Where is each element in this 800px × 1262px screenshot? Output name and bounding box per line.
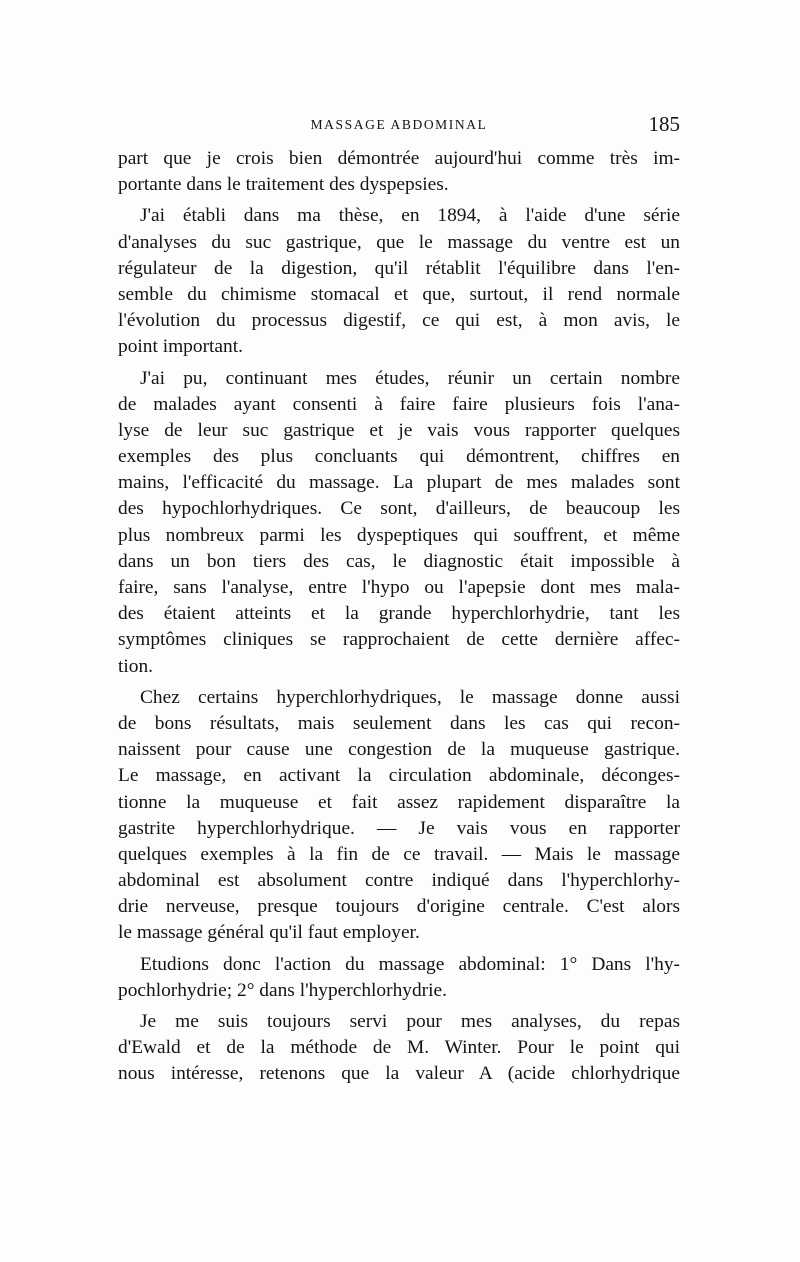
text-line: nous intéresse, retenons que la valeur A (acide chlorhydrique [118,1063,680,1085]
text-line: Je me suis toujours servi pour mes analyses, du repas [140,1011,680,1032]
text-line: J'ai pu, continuant mes études, réunir un certain nombre [140,367,680,389]
text-line: de bons résultats, mais seulement dans les cas qui recon- [118,712,680,734]
paragraph [118,685,680,947]
text-line: tionne la muqueuse et fait assez rapidement disparaître la [118,791,680,813]
text-line: point important. [118,336,243,358]
text-line: des hypochlorhydriques. Ce sont, d'ailleurs, de beaucoup les [118,498,680,520]
text-line: part que je crois bien démontrée aujourd'hui comme très im- [118,148,680,169]
text-line: abdominal est absolument contre indiqué dans l'hyperchlorhy- [118,870,680,892]
text-line: lyse de leur suc gastrique et je vais vous rapporter quelques [118,419,680,441]
running-header [118,114,680,140]
body-text [118,146,680,1088]
text-line: symptômes cliniques se rapprochaient de cette dernière affec- [118,629,680,651]
paragraph [118,366,680,680]
text-line: quelques exemples à la fin de ce travail. — Mais le massage [118,843,680,865]
paragraph [118,146,680,198]
text-line: Etudions donc l'action du massage abdominal: 1° Dans l'hy- [140,953,680,975]
text-line: Le massage, en activant la circulation abdominale, déconges- [118,765,680,787]
text-line: des étaient atteints et la grande hyperchlorhydrie, tant les [118,603,680,625]
text-line: le massage général qu'il faut employer. [118,922,420,944]
text-line: faire, sans l'analyse, entre l'hypo ou l'apepsie dont mes mala- [118,577,680,598]
text-line: semble du chimisme stomacal et que, surtout, il rend normale [118,283,680,305]
text-line: naissent pour cause une congestion de la muqueuse gastrique. [118,739,680,761]
text-line: de malades ayant consenti à faire faire plusieurs fois l'ana- [118,393,680,415]
text-line: Chez certains hyperchlorhydriques, le massage donne aussi [140,686,680,708]
text-line: portante dans le traitement des dyspepsies. [118,174,449,196]
text-line: gastrite hyperchlorhydrique. — Je vais vous en rapporter [118,817,680,839]
text-line: exemples des plus concluants qui démontrent, chiffres en [118,446,680,468]
text-line: tion. [118,655,154,677]
text-line: mains, l'efficacité du massage. La plupart de mes malades sont [118,472,680,494]
text-line: d'analyses du suc gastrique, que le massage du ventre est un [118,231,680,253]
paragraph [118,1009,680,1088]
text-line: J'ai établi dans ma thèse, en 1894, à l'aide d'une série [140,205,680,227]
text-line: régulateur de la digestion, qu'il rétablit l'équilibre dans l'en- [118,257,680,279]
running-title: MASSAGE ABDOMINAL [310,117,488,132]
text-line: l'évolution du processus digestif, ce qui est, à mon avis, le [118,310,680,332]
text-line: pochlorhydrie; 2° dans l'hyperchlorhydrie. [118,979,447,1001]
paragraph [118,952,680,1004]
page-number: 185 [648,112,680,136]
text-line: dans un bon tiers des cas, le diagnostic était impossible à [118,550,680,572]
paragraph [118,203,680,360]
text-line: d'Ewald et de la méthode de M. Winter. Pour le point qui [118,1037,680,1059]
text-line: plus nombreux parmi les dyspeptiques qui souffrent, et même [118,524,680,546]
text-line: drie nerveuse, presque toujours d'origine centrale. C'est alors [118,896,680,918]
